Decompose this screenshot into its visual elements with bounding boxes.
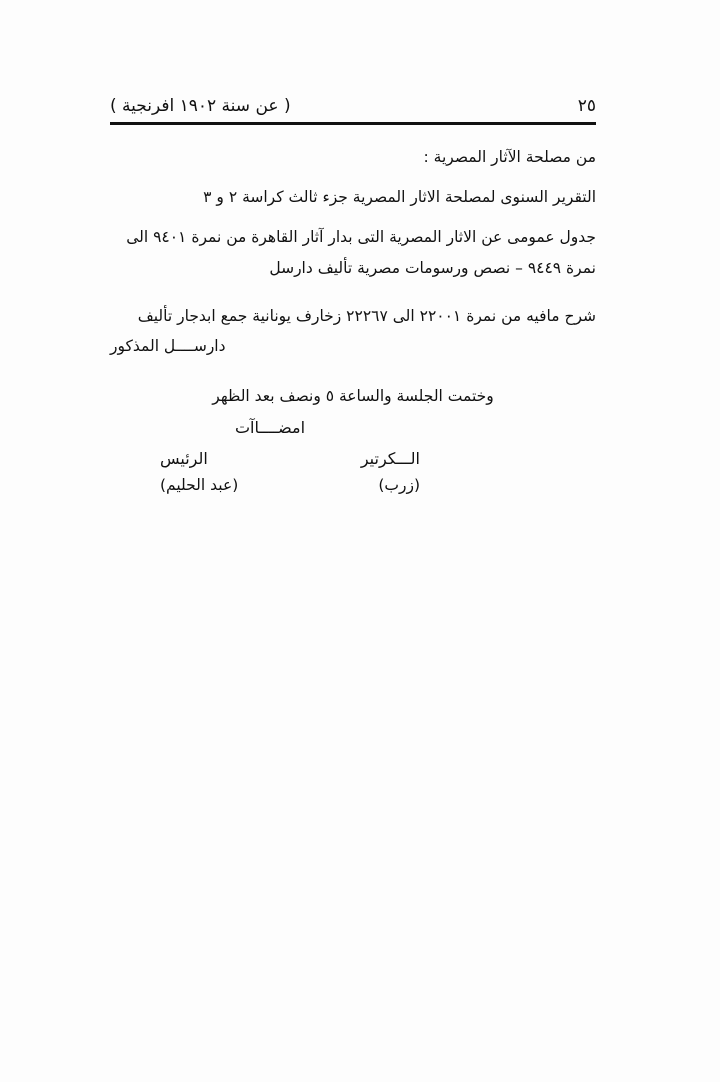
paragraph-greek-ornaments-line-2: دارســــل المذكور [110, 337, 226, 356]
paragraph-general-table-line-1: جدول عمومى عن الاثار المصرية التى بدار آثار القاهرة من نمرة ٩٤٠١ الى [126, 228, 596, 247]
signature-role-president: الرئيس [160, 449, 208, 468]
header-title: ( عن سنة ١٩٠٢ افرنجية ) [110, 96, 291, 116]
paragraph-general-table [110, 222, 596, 282]
paragraph-general-table-line-2: نمرة ٩٤٤٩ – نصص ورسومات مصرية تأليف دارسل [269, 258, 596, 277]
paragraph-annual-report: التقرير السنوى لمصلحة الاثار المصرية جزء ثالث كراسة ٢ و ٣ [203, 188, 596, 207]
signature-role-secretary: الـــكرتير [360, 449, 420, 468]
signatures-block [150, 418, 430, 502]
page-header [110, 86, 596, 116]
signature-name-president: (عبد الحليم) [160, 476, 239, 494]
paragraph-greek-ornaments-line-1: شرح مافيه من نمرة ٢٢٠٠١ الى ٢٢٢٦٧ زخارف يونانية جمع ابدجار تأليف [137, 306, 596, 325]
header-rule [110, 122, 596, 125]
paragraph-source-line: من مصلحة الآثار المصرية : [423, 148, 596, 166]
paragraph-session-closing: وختمت الجلسة والساعة ٥ ونصف بعد الظهر [212, 387, 494, 406]
signature-names-row [150, 476, 430, 494]
paragraph-greek-ornaments [110, 301, 596, 361]
signature-name-secretary: (زرب) [378, 476, 420, 494]
signature-roles-row [150, 449, 430, 468]
document-body [110, 140, 596, 414]
signatures-title: امضــــاآت [234, 418, 306, 437]
page-number: ٢٥ [577, 96, 596, 116]
